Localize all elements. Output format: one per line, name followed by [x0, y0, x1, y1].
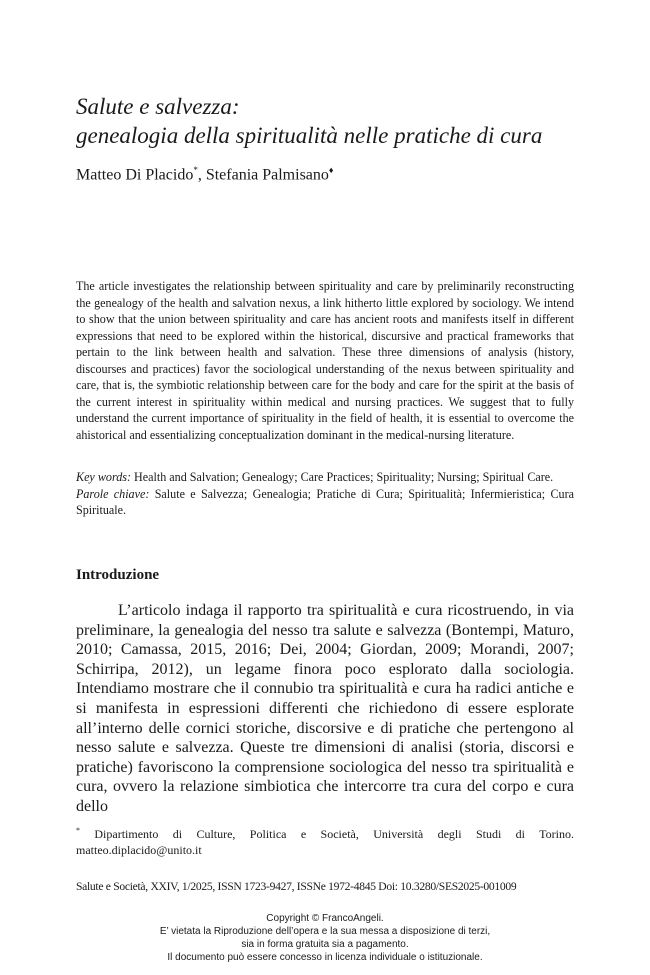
keywords-label: Key words: [76, 470, 131, 484]
title-line-1: Salute e salvezza: [76, 94, 240, 119]
copyright-line: Il documento può essere concesso in licenza individuale o istituzionale. [167, 952, 483, 963]
abstract: The article investigates the relationship between spirituality and care by preliminarily reconstructing the genealogy of the health and salvation nexus, a link hitherto little explored by sociology. We intend to show that the union between spirituality and care has ancient roots and manifests itself in different expressions that need to be explored within the historical, discursive and practical frameworks that pertain to the link between health and salvation. These three dimensions of analysis (history, discourses and practices) favor the sociological understanding of the nexus between spirituality and care, that is, the symbiotic relationship between care for the body and care for the spirit at the basis of the current interest in spirituality within medical and nursing practices. We suggest that to fully understand the current importance of spirituality in the field of health, it is essential to overcome the ahistorical and essentializing conceptualization dominant in the medical-nursing literature. [76, 279, 574, 442]
article-title [76, 92, 596, 150]
author-list [76, 165, 334, 184]
section-heading: Introduzione [76, 567, 160, 583]
copyright-notice [0, 912, 650, 964]
title-line-2: genealogia della spiritualità nelle pratiche di cura [76, 123, 543, 148]
footnote-text: Dipartimento di Culture, Politica e Società, Università degli Studi di Torino. matteo.diplacido@unito.it [76, 827, 574, 857]
author-separator: , [197, 166, 206, 184]
keywords-italian [76, 486, 574, 519]
copyright-line: Copyright © FrancoAngeli. [266, 913, 384, 924]
author-footnote-mark: ♦ [328, 165, 334, 175]
footnote [76, 823, 574, 858]
body-paragraph: L’articolo indaga il rapporto tra spiritualità e cura ricostruendo, in via preliminare, la genealogia del nesso tra salute e salvezza (Bontempi, Maturo, 2010; Camassa, 2015, 2016; Dei, 2004; Giordan, 2009; Morandi, 2007; Schirripa, 2012), un legame finora poco esplorato dalla sociologia. Intendiamo mostrare che il connubio tra spiritualità e cura ha radici antiche e si manifesta in espressioni differenti che richiedono di essere esplorate all’interno delle cornici storiche, discorsive e di pratiche che pertengono al nesso salute e salvezza. Queste tre dimensioni di analisi (storia, discorsi e pratiche) favoriscono la comprensione sociologica del nesso tra spiritualità e cura, ovvero la relazione simbiotica che intercorre tra cura del corpo e cura dello [76, 602, 574, 815]
keywords-label: Parole chiave: [76, 486, 150, 501]
footnote-mark: * [76, 826, 80, 835]
journal-citation: Salute e Società, XXIV, 1/2025, ISSN 1723-9427, ISSNe 1972-4845 Doi: 10.3280/SES2025-001009 [76, 880, 517, 893]
keywords-text: Salute e Salvezza; Genealogia; Pratiche di Cura; Spiritualità; Infermieristica; Cura Spirituale. [76, 486, 574, 517]
author-footnote-mark: * [193, 165, 198, 175]
keywords-english [76, 469, 574, 486]
copyright-line: E’ vietata la Riproduzione dell’opera e la sua messa a disposizione di terzi, [159, 926, 491, 937]
keywords-block [76, 469, 574, 519]
author-name: Matteo Di Placido [76, 166, 194, 184]
author-name: Stefania Palmisano [205, 166, 329, 184]
copyright-line: sia in forma gratuita sia a pagamento. [241, 939, 409, 950]
keywords-text: Health and Salvation; Genealogy; Care Practices; Spirituality; Nursing; Spiritual Care. [134, 470, 554, 484]
